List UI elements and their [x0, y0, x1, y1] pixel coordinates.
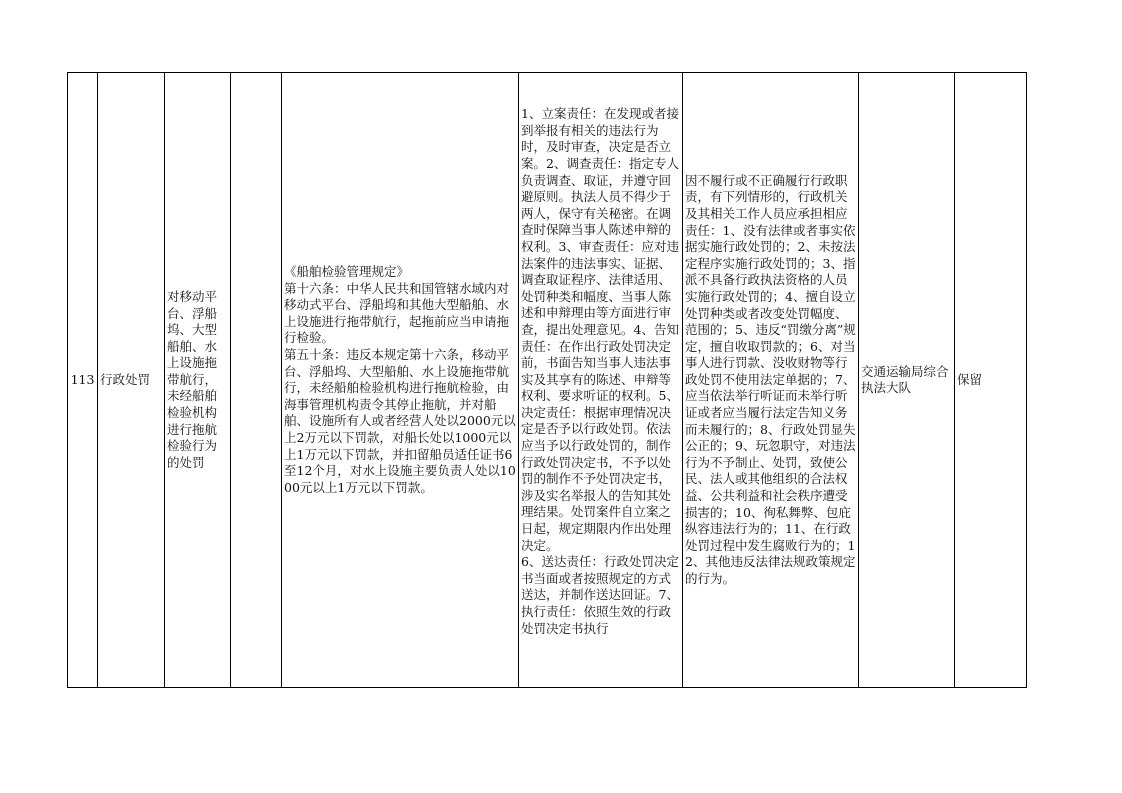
accountability-cell: 因不履行或不正确履行行政职责，有下列情形的，行政机关及其相关工作人员应承担相应责任：1、没有法律或者事实依据实施行政处罚的；2、未按法定程序实施行政处罚的；3、指派不具备行政执法资格的人员实施行政处罚的；4、擅自设立处罚种类或者改变处罚幅度、范围的；5、违反“罚缴分离”规定，擅自收取罚款的；6、对当事人进行罚款、没收财物等行政处罚不使用法定单据的；7、应当依法举行听证而未举行听证或者应当履行法定告知义务而未履行的；8、行政处罚显失公正的；9、玩忽职守，对违法行为不予制止、处罚，致使公民、法人或其他组织的合法权益、公共利益和社会秩序遭受损害的；10、徇私舞弊、包庇纵容违法行为的；11、在行政处罚过程中发生腐败行为的；12、其他违反法律法规政策规定的行为。	[683, 73, 859, 688]
legal-basis-cell: 《船舶检验管理规定》 第十六条：中华人民共和国管辖水域内对移动式平台、浮船坞和其他大型船舶、水上设施进行拖带航行，起拖前应当申请拖行检验。 第五十条：违反本规定第十六条，移动平台、浮船坞、大型船舶、水上设施拖带航行，未经船舶检验机构进行拖航检验，由海事管理机构责令其停止拖航，并对船舶、设施所有人或者经营人处以2000元以上2万元以下罚款，对船长处以1000元以上1万元以下罚款，并扣留船员适任证书6至12个月，对水上设施主要负责人处以1000元以上1万元以下罚款。	[282, 73, 519, 688]
responsibility-cell	[519, 73, 683, 688]
category-cell: 行政处罚	[98, 73, 165, 688]
implementing-body-cell: 交通运输局综合执法大队	[859, 73, 955, 688]
sub-item-cell	[231, 73, 282, 688]
responsibility-text: 1、立案责任：在发现或者接到举报有相关的违法行为时，及时审查，决定是否立案。2、调查责任：指定专人负责调查、取证，并遵守回避原则。执法人员不得少于两人，保守有关秘密。在调查时保障当事人陈述申辩的权利。3、审查责任：应对违法案件的违法事实、证据、调查取证程序、法律适用、处罚种类和幅度、当事人陈述和申辩理由等方面进行审查，提出处理意见。4、告知责任：在作出行政处罚决定前，书面告知当事人违法事实及其享有的陈述、申辩等权利、要求听证的权利。5、决定责任：根据审理情况决定是否予以行政处罚。依法应当予以行政处罚的，制作行政处罚决定书，不予以处罚的制作不予处罚决定书，涉及实名举报人的告知其处理结果。处罚案件自立案之日起，规定期限内作出处理决定。 6、送达责任：行政处罚决定书当面或者按照规定的方式送达，并制作送达回证。7、执行责任：依照生效的行政处罚决定书执行	[521, 106, 679, 636]
power-list-table	[67, 72, 1027, 688]
table-row	[68, 73, 1027, 688]
status-cell: 保留	[955, 73, 1027, 688]
row-number-cell: 113	[68, 73, 98, 688]
item-name-cell: 对移动平台、浮船坞、大型船舶、水上设施拖带航行，未经船舶检验机构进行拖航检验行为的处罚	[165, 73, 231, 688]
